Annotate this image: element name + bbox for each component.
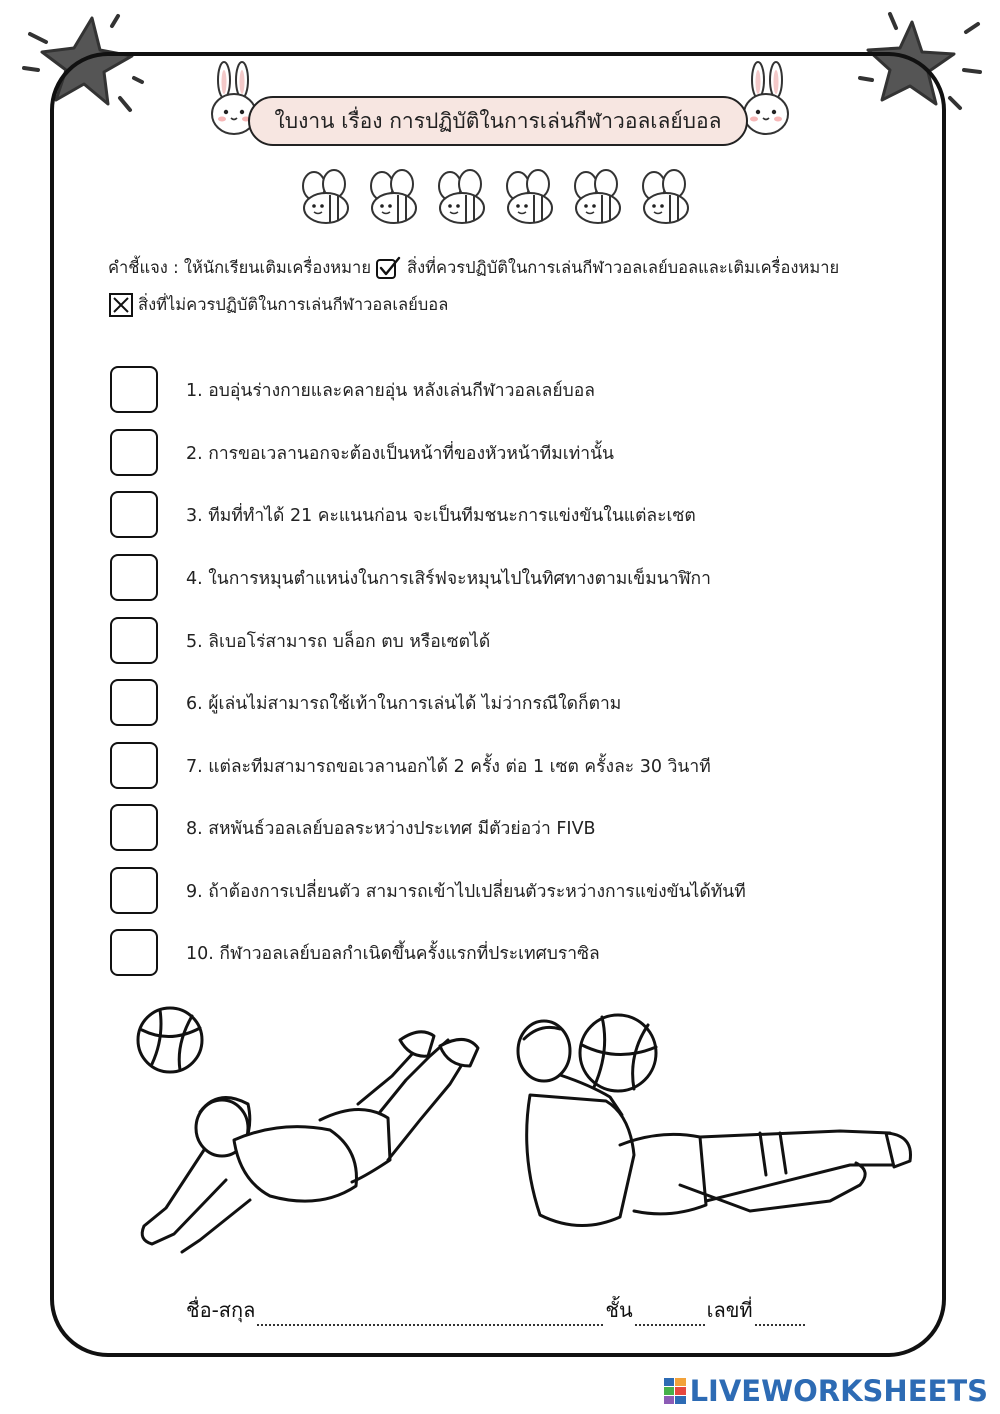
liveworksheets-logo-icon [664, 1378, 686, 1404]
list-item [110, 742, 870, 790]
number-label: เลขที่ [706, 1298, 753, 1322]
class-field[interactable] [635, 1306, 705, 1326]
instruction-suffix: สิ่งที่ควรปฏิบัติในการเล่นกีฬาวอลเลย์บอลและเติมเครื่องหมาย [407, 258, 840, 277]
list-item [110, 929, 870, 977]
answer-box[interactable] [110, 679, 158, 726]
x-mark-icon [108, 292, 134, 318]
item-text: 4. ในการหมุนตำแหน่งในการเสิร์ฟจะหมุนไปในทิศทางตามเข็มนาฬิกา [186, 569, 711, 589]
answer-box[interactable] [110, 804, 158, 851]
instruction-line-2-text: สิ่งที่ไม่ควรปฏิบัติในการเล่นกีฬาวอลเลย์บอล [138, 295, 449, 314]
instruction-prefix: คำชี้แจง : ให้นักเรียนเติมเครื่องหมาย [108, 258, 371, 277]
number-field[interactable] [755, 1306, 805, 1326]
item-text: 7. แต่ละทีมสามารถขอเวลานอกได้ 2 ครั้ง ต่อ 1 เซต ครั้งละ 30 วินาที [186, 757, 711, 777]
answer-box[interactable] [110, 929, 158, 976]
list-item [110, 804, 870, 852]
bee-decoration-row [300, 168, 700, 228]
list-item [110, 867, 870, 915]
answer-box[interactable] [110, 867, 158, 914]
bumping-volleyball-player-illustration [510, 1005, 920, 1265]
list-item [110, 429, 870, 477]
item-text: 8. สหพันธ์วอลเลย์บอลระหว่างประเทศ มีตัวย่อว่า FIVB [186, 819, 596, 839]
brand-text: LIVEWORKSHEETS [689, 1374, 988, 1408]
item-text: 6. ผู้เล่นไม่สามารถใช้เท้าในการเล่นได้ ไม่ว่ากรณีใดก็ตาม [186, 694, 622, 714]
answer-box[interactable] [110, 554, 158, 601]
list-item [110, 554, 870, 602]
answer-box[interactable] [110, 366, 158, 413]
item-text: 5. ลิเบอโร่สามารถ บล็อก ตบ หรือเซตได้ [186, 632, 491, 652]
name-label: ชื่อ-สกุล [186, 1298, 256, 1322]
instruction-line-1 [108, 255, 839, 281]
list-item [110, 617, 870, 665]
class-label: ชั้น [605, 1298, 633, 1322]
list-item [110, 491, 870, 539]
student-info-line [186, 1294, 807, 1326]
item-text: 9. ถ้าต้องการเปลี่ยนตัว สามารถเข้าไปเปลี่ยนตัวระหว่างการแข่งขันได้ทันที [186, 882, 746, 902]
name-field[interactable] [257, 1306, 603, 1326]
diving-volleyball-player-illustration [130, 1000, 490, 1270]
answer-box[interactable] [110, 617, 158, 664]
item-text: 10. กีฬาวอลเลย์บอลกำเนิดขึ้นครั้งแรกที่ประเทศบราซิล [186, 944, 600, 964]
item-text: 3. ทีมที่ทำได้ 21 คะแนนก่อน จะเป็นทีมชนะการแข่งขันในแต่ละเซต [186, 506, 696, 526]
worksheet-title [248, 96, 748, 146]
list-item [110, 366, 870, 414]
item-text: 2. การขอเวลานอกจะต้องเป็นหน้าที่ของหัวหน้าทีมเท่านั้น [186, 444, 615, 464]
list-item [110, 679, 870, 727]
checkmark-icon [375, 255, 403, 281]
worksheet-title-text: ใบงาน เรื่อง การปฏิบัติในการเล่นกีฬาวอลเลย์บอล [274, 108, 722, 133]
liveworksheets-logo [664, 1374, 988, 1408]
answer-box[interactable] [110, 742, 158, 789]
answer-box[interactable] [110, 429, 158, 476]
answer-box[interactable] [110, 491, 158, 538]
item-text: 1. อบอุ่นร่างกายและคลายอุ่น หลังเล่นกีฬาวอลเลย์บอล [186, 381, 595, 401]
instruction-line-2 [108, 292, 448, 318]
